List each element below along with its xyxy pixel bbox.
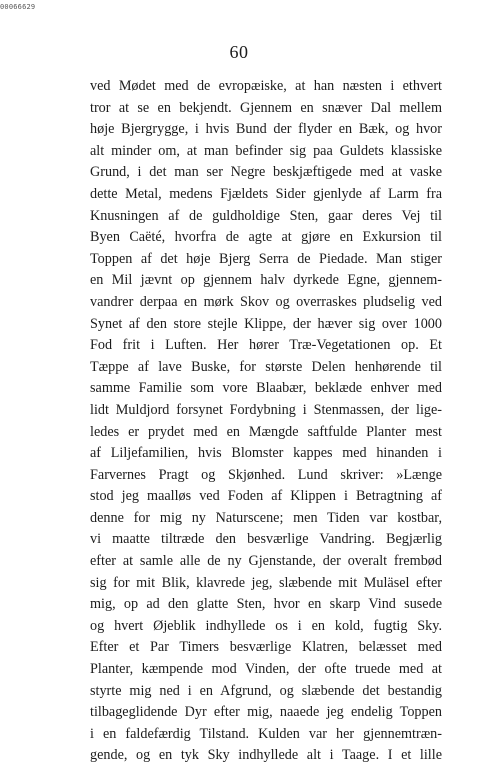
text-line: efter at samle alle de ny Gjenstande, der overalt frembød [90, 553, 442, 570]
text-line: Synet af den store stejle Klippe, der hæver sig over 1000 [90, 315, 442, 332]
text-line: Farvernes Pragt og Skjønhed. Lund skriver: »Længe [90, 466, 442, 483]
text-line: Planter, kæmpende mod Vinden, der ofte truede med at [90, 661, 442, 678]
text-line: af Liljefamilien, hvis Blomster kappes med hinanden i [90, 445, 442, 462]
text-line: ved Mødet med de evropæiske, at han næsten i ethvert [90, 78, 442, 94]
text-line: samme Familie som vore Blaabær, beklæde enhver med [90, 380, 442, 397]
text-line: alt minder om, at man befinder sig paa Guldets klassiske [90, 142, 442, 159]
text-line: Byen Caëté, hvorfra de agte at gjøre en Exkursion til [90, 229, 442, 246]
text-line: høje Bjergrygge, i hvis Bund der flyder en Bæk, og hvor [90, 121, 442, 138]
text-line: Fod frit i Luften. Her hører Træ-Vegetationen op. Et [90, 337, 442, 354]
text-line: denne for mig ny Naturscene; men Tiden var kostbar, [90, 509, 442, 526]
text-line: styrte mig ned i en Afgrund, og slæbende det bestandig [90, 682, 442, 699]
text-line: vandrer derpaa en mørk Skov og overraskes pludselig ved [90, 293, 442, 310]
text-line: Grund, i det man ser Negre beskjæftigede med at vaske [90, 164, 442, 181]
text-line: mig, op ad den glatte Sten, hvor en skarp Vind susede [90, 596, 442, 613]
text-line: dette Metal, medens Fjældets Sider gjenlyde af Larm fra [90, 185, 442, 202]
text-line: tilbageglidende Dyr efter mig, naaede jeg endelig Toppen [90, 704, 442, 721]
text-line: Knusningen af de guldholdige Sten, gaar deres Vej til [90, 207, 442, 224]
text-line: lidt Muldjord forsynet Fordybning i Stenmassen, der lige- [90, 401, 442, 418]
text-line: en Mil jævnt op gjennem halv dyrkede Egne, gjennem- [90, 272, 442, 289]
text-line: Tæppe af lave Buske, for største Delen henhørende til [90, 358, 442, 375]
text-line: vi maatte tiltræde den besværlige Vandring. Begjærlig [90, 531, 442, 548]
text-line: Efter et Par Timers besværlige Klatren, belæsset med [90, 639, 442, 656]
body-text [90, 76, 442, 767]
text-line: stod jeg maalløs ved Foden af Klippen i Betragtning af [90, 488, 442, 505]
text-line: gende, og en tyk Sky indhyllede alt i Taage. I et lille [90, 747, 442, 764]
text-line: og hvert Øjeblik indhyllede os i en kold, fugtig Sky. [90, 617, 442, 634]
text-line: ledes er prydet med en Mængde saftfulde Planter mest [90, 423, 442, 440]
text-line: tror at se en bekjendt. Gjennem en snæver Dal mellem [90, 99, 442, 116]
text-line: Toppen af det høje Bjerg Serra de Piedade. Man stiger [90, 250, 442, 267]
scan-id-label: 00066629 [0, 3, 36, 11]
text-line: sig for mit Blik, klavrede jeg, slæbende mit Muläsel efter [90, 574, 442, 591]
text-line: i en faldefærdig Tilstand. Kulden var her gjennemtræn- [90, 725, 442, 742]
page-number: 60 [229, 42, 249, 62]
